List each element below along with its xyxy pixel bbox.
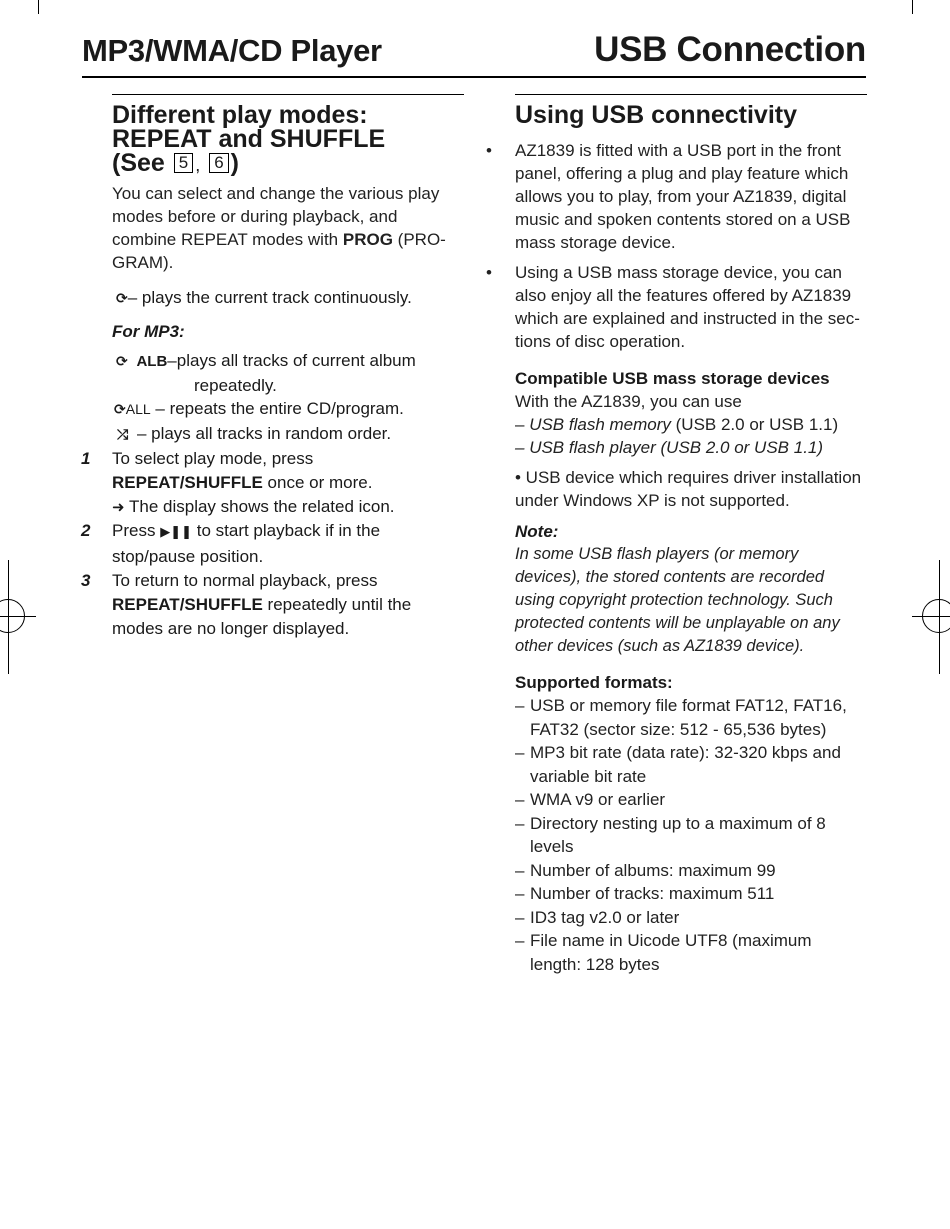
- format-item: – Number of albums: maximum 99: [515, 860, 776, 880]
- format-text: File name in Uicode UTF8 (maximum length: 128 bytes: [530, 931, 812, 974]
- header-right-title: USB Connection: [594, 30, 866, 69]
- step-number: 1: [81, 449, 91, 468]
- bullet-item: [486, 261, 867, 353]
- bullet-text: Using a USB mass storage device, you can also enjoy all the features offered by AZ1839 which are explained and instructed in the sec-tions of disc operation.: [515, 263, 860, 351]
- shuffle-icon: ⤮: [117, 427, 129, 443]
- bullet-dot: •: [486, 263, 492, 282]
- page-header: [82, 30, 866, 78]
- format-text: Number of albums: maximum 99: [530, 860, 776, 880]
- compat-item: – USB flash player (USB 2.0 or USB 1.1): [515, 438, 824, 457]
- shuffle-text: – plays all tracks in random order.: [136, 424, 392, 443]
- repeat-shuffle-button-label: REPEAT/SHUFFLE: [112, 595, 263, 614]
- step-number: 2: [81, 521, 91, 540]
- intro-paragraph: [112, 182, 464, 274]
- step-1: [81, 447, 464, 519]
- repeat-album-icon: ⟳: [116, 354, 128, 370]
- step-2: [81, 519, 464, 569]
- right-column: [486, 94, 867, 976]
- play-pause-icon: ▶❚❚: [160, 525, 192, 540]
- section-title-usb: Using USB connectivity: [515, 101, 797, 129]
- repeat-all-icon: ⟳: [114, 402, 126, 418]
- crop-mark-top-left: [38, 0, 39, 14]
- bullet-text: AZ1839 is fitted with a USB port in the front panel, offering a plug and play feature which allows you to play, from your AZ1839, digital music and spoken contents stored on a USB mass storage device.: [515, 141, 851, 252]
- format-text: USB or memory file format FAT12, FAT16, FAT32 (sector size: 512 - 65,536 bytes): [530, 696, 847, 739]
- header-left-title: MP3/WMA/CD Player: [82, 33, 382, 68]
- step-number: 3: [81, 571, 91, 590]
- step-text: To select play mode, press: [112, 449, 314, 468]
- intro-tail: (PRO-GRAM).: [112, 230, 446, 272]
- repeat-icon: ⟳: [116, 291, 128, 307]
- repeat-album-line: [112, 349, 464, 397]
- bullet-dot: •: [486, 141, 492, 160]
- section-title-play-modes: [112, 103, 464, 177]
- arrow-icon: ➜: [112, 498, 125, 516]
- format-item: – ID3 tag v2.0 or later: [515, 907, 680, 927]
- compat-intro: With the AZ1839, you can use: [515, 392, 742, 411]
- bullet-item: [486, 139, 867, 254]
- repeat-all-line: [112, 397, 464, 422]
- format-text: Directory nesting up to a maximum of 8 levels: [530, 813, 826, 856]
- format-text: ID3 tag v2.0 or later: [530, 907, 680, 927]
- title-close: ): [230, 149, 239, 177]
- for-mp3-label: For MP3:: [112, 322, 185, 341]
- step-text-tail: once or more.: [267, 473, 373, 492]
- format-item: – File name in Uicode UTF8 (maximum length: 128 bytes: [515, 931, 812, 974]
- note-text: In some USB flash players (or memory devices), the stored contents are recorded using copyright protection technology. Such protected contents will be unplayable on any other devices (such as AZ1839 device).: [515, 545, 840, 655]
- step-3: [81, 569, 464, 641]
- registration-mark-right: [922, 599, 950, 633]
- left-column: [81, 94, 464, 641]
- format-text: MP3 bit rate (data rate): 32-320 kbps and variable bit rate: [530, 743, 841, 786]
- step-text: Press: [112, 521, 156, 540]
- prog-label: PROG: [342, 230, 393, 249]
- repeat-one-line: [112, 286, 464, 311]
- title-line-1: Different play modes:: [112, 101, 368, 129]
- formats-heading: Supported formats:: [515, 673, 673, 692]
- figure-ref-5: 5: [174, 153, 193, 173]
- title-line-3: [112, 151, 464, 177]
- format-item: – Number of tracks: maximum 511: [515, 884, 775, 903]
- format-item: – MP3 bit rate (data rate): 32-320 kbps and variable bit rate: [515, 743, 841, 786]
- compat-item-italic: USB flash memory: [529, 415, 671, 434]
- repeat-one-text: – plays the current track continuously.: [127, 288, 412, 307]
- step-text-tail: repeatedly until the modes are no longer displayed.: [112, 595, 412, 638]
- compat-item: – USB flash memory (USB 2.0 or USB 1.1): [515, 415, 839, 434]
- format-text: WMA v9 or earlier: [530, 790, 666, 809]
- note-label: Note:: [515, 522, 559, 541]
- compat-item-rest: (USB 2.0 or USB 1.1): [675, 415, 839, 434]
- repeat-all-text: – repeats the entire CD/program.: [155, 399, 404, 418]
- alb-text: –plays all tracks of current album: [167, 351, 416, 370]
- title-comma: ,: [195, 155, 201, 175]
- step-text-tail: to start playback if in the stop/pause position.: [112, 521, 381, 566]
- step-text: To return to normal playback, press: [112, 571, 378, 590]
- format-item: – WMA v9 or earlier: [515, 790, 666, 809]
- registration-mark-left: [0, 599, 25, 633]
- compat-heading: Compatible USB mass storage devices: [515, 369, 830, 388]
- all-label: ALL: [125, 401, 151, 417]
- intro-text: You can select and change the various play modes before or during playback, and combine REPEAT modes with: [112, 184, 440, 249]
- alb-text-cont: repeatedly.: [194, 376, 277, 395]
- step-result: The display shows the related icon.: [129, 497, 395, 516]
- alb-label: ALB: [136, 353, 168, 370]
- title-see: (See: [112, 149, 165, 177]
- compat-item-text: USB flash player (USB 2.0 or USB 1.1): [529, 438, 824, 457]
- format-item: – USB or memory file format FAT12, FAT16, FAT32 (sector size: 512 - 65,536 bytes): [515, 696, 847, 739]
- driver-note: • USB device which requires driver installation under Windows XP is not supported.: [515, 468, 862, 510]
- figure-ref-6: 6: [209, 153, 228, 173]
- repeat-shuffle-button-label: REPEAT/SHUFFLE: [112, 473, 263, 492]
- crop-mark-top-right: [912, 0, 913, 14]
- format-text: Number of tracks: maximum 511: [530, 884, 775, 903]
- shuffle-line: [112, 422, 464, 447]
- title-line-2: REPEAT and SHUFFLE: [112, 125, 386, 153]
- format-item: – Directory nesting up to a maximum of 8 levels: [515, 813, 826, 856]
